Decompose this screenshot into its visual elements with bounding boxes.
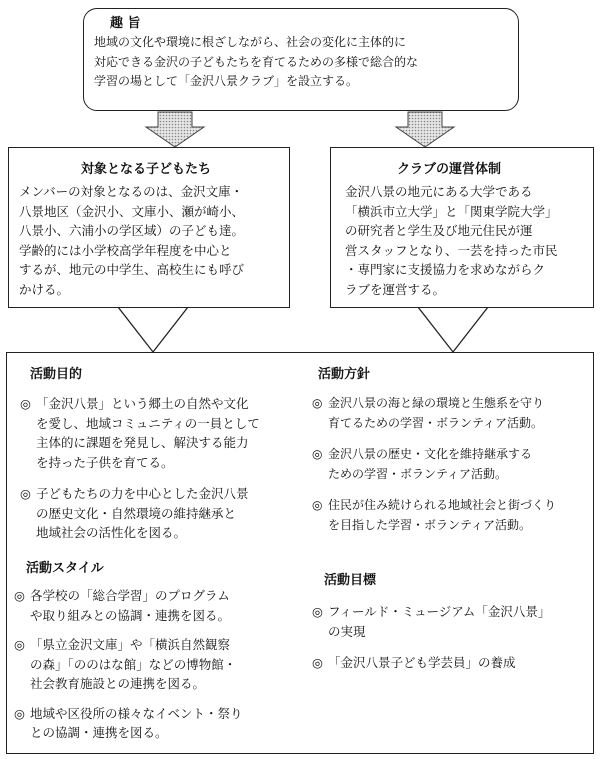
down-arrow-right bbox=[396, 112, 454, 147]
target-children-box bbox=[8, 147, 290, 308]
activity-style-item-2: ◎ 「県立金沢文庫」や「横浜自然観察 の森」「ののはな館」などの博物館・ 社会教育施設との連携を図る。 bbox=[14, 637, 237, 691]
down-arrow-left bbox=[146, 112, 204, 147]
activity-style-section bbox=[14, 560, 298, 743]
activity-policy-section bbox=[312, 366, 594, 547]
club-management-box bbox=[330, 147, 594, 308]
activity-purpose-item-2: ◎ 子どもたちの力を中心とした金沢八景 の歴史文化・自然環境の維持継承と 地域社会の活性化を図る。 bbox=[20, 486, 249, 540]
purpose-box bbox=[83, 8, 519, 111]
activity-goal-item-1: ◎ フィールド・ミュージアム「金沢八景」 の実現 bbox=[312, 604, 551, 639]
activity-purpose-item-1: ◎ 「金沢八景」という郷土の自然や文化 を愛し、地域コミュニティの一員として 主体的に課題を発見し、解決する能力 を持った子供を育てる。 bbox=[20, 396, 260, 470]
double-circle-icon: ◎ bbox=[312, 655, 323, 670]
purpose-title: 趣 旨 bbox=[110, 16, 141, 31]
double-circle-icon: ◎ bbox=[14, 637, 25, 652]
double-circle-icon: ◎ bbox=[20, 396, 31, 411]
purpose-line-1: 地域の文化や環境に根ざしながら、社会の変化に主体的に bbox=[94, 35, 407, 49]
management-line-4: 営スタッフとなり、一芸を持った市民 bbox=[345, 242, 558, 258]
target-line-6: かける。 bbox=[19, 281, 70, 297]
target-line-3: 八景小、六浦小の学区域）の子ども達。 bbox=[19, 223, 245, 238]
activity-policy-title: 活動方針 bbox=[318, 367, 371, 382]
activity-style-item-1: ◎ 各学校の「総合学習」のプログラム や取り組みとの協調・連携を図る。 bbox=[14, 588, 231, 623]
double-circle-icon: ◎ bbox=[312, 604, 323, 619]
double-circle-icon: ◎ bbox=[312, 447, 323, 461]
activity-goal-section bbox=[312, 572, 594, 685]
activity-style-item-3: ◎ 地域や区役所の様々なイベント・祭り との協調・連携を図る。 bbox=[14, 705, 243, 740]
target-line-2: 八景地区（金沢小、文庫小、瀬が崎小、 bbox=[19, 203, 245, 219]
double-circle-icon: ◎ bbox=[312, 498, 323, 512]
purpose-line-3: 学習の場として「金沢八景クラブ」を設立する。 bbox=[94, 74, 359, 88]
management-line-5: ・専門家に支援協力を求めながらク bbox=[345, 262, 546, 277]
activity-purpose-title: 活動目的 bbox=[30, 367, 83, 382]
activity-style-title: 活動スタイル bbox=[26, 561, 104, 576]
double-circle-icon: ◎ bbox=[14, 705, 25, 721]
activity-goal-item-2: ◎ 「金沢八景子ども学芸員」の養成 bbox=[312, 653, 594, 673]
activity-policy-item-3: ◎ 住民が住み続けられる地域社会と街づくり を目指した学習・ボランティア活動。 bbox=[312, 498, 557, 532]
double-circle-icon: ◎ bbox=[14, 588, 25, 603]
purpose-line-2: 対応できる金沢の子どもたちを育てるための多様で総合的な bbox=[94, 54, 419, 69]
activity-goal-title: 活動目標 bbox=[324, 573, 377, 588]
management-title: クラブの運営体制 bbox=[397, 162, 502, 177]
activity-purpose-section bbox=[20, 366, 298, 555]
double-circle-icon: ◎ bbox=[20, 486, 31, 501]
target-line-1: メンバーの対象となるのは、金沢文庫・ bbox=[19, 184, 244, 199]
double-circle-icon: ◎ bbox=[312, 396, 323, 410]
target-line-4: 学齢的には小学校高学年程度を中心と bbox=[19, 242, 232, 258]
target-line-5: するが、地元の中学生、高校生にも呼び bbox=[19, 262, 245, 277]
management-line-3: の研究者と学生及び地元住民が運 bbox=[345, 223, 533, 238]
management-line-2: 「横浜市立大学」と「関東学院大学」 bbox=[345, 203, 558, 219]
activity-policy-item-2: ◎ 金沢八景の歴史・文化を維持継承する ための学習・ボランティア活動。 bbox=[312, 447, 533, 481]
management-line-1: 金沢八景の地元にある大学である bbox=[345, 184, 533, 199]
triangle-connector-right bbox=[418, 307, 488, 352]
target-title: 対象となる子どもたち bbox=[81, 162, 212, 177]
management-line-6: ラブを運営する。 bbox=[345, 281, 446, 297]
activity-policy-item-1: ◎ 金沢八景の海と緑の環境と生態系を守り 育てるための学習・ボランティア活動。 bbox=[312, 396, 545, 430]
triangle-connector-left bbox=[118, 307, 188, 352]
